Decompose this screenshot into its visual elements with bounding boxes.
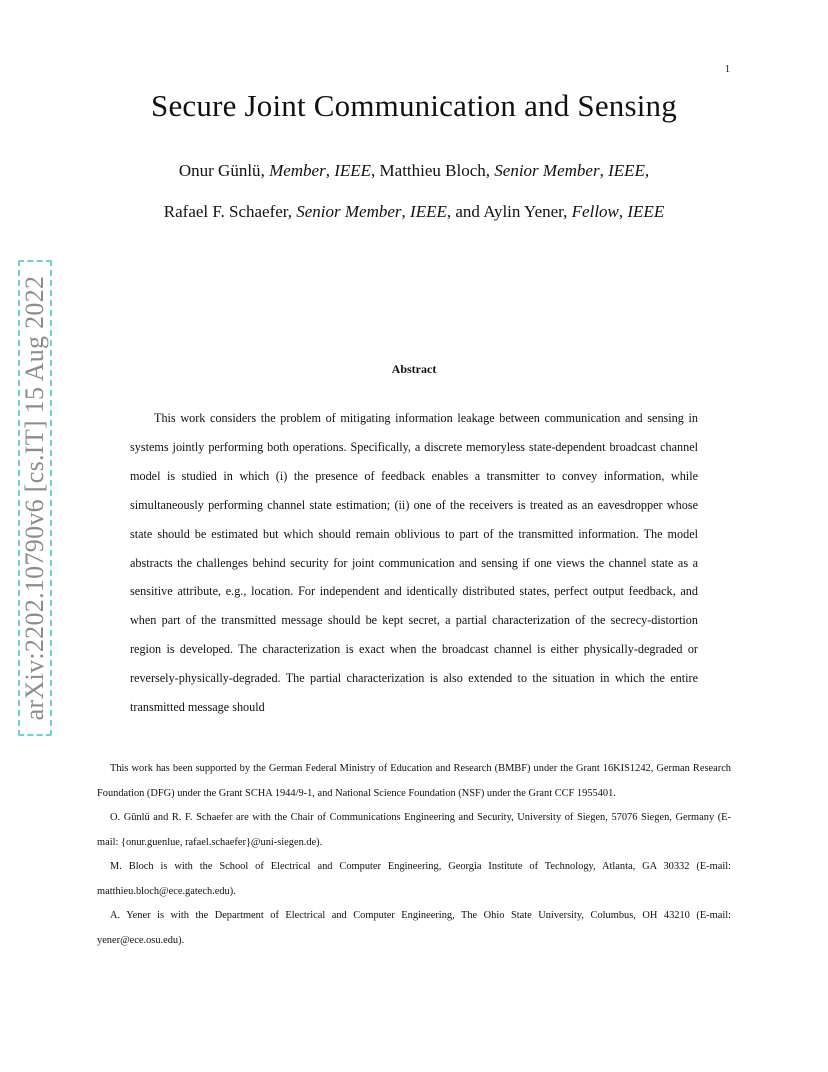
author-name: Onur Günlü	[178, 161, 261, 180]
abstract-body	[130, 404, 698, 722]
affiliation-footnote: O. Günlü and R. F. Schaefer are with the Chair of Communications Engineering and Security, University of Siegen, 57076 Siegen, Germany (E-mail: {onur.guenlue, rafael.schaefer}@uni-siegen.de).	[97, 812, 731, 848]
author-society: IEEE	[334, 161, 372, 180]
funding-footnote: This work has been supported by the German Federal Ministry of Education and Research (BMBF) under the Grant 16KIS1242, German Research Foundation (DFG) under the Grant SCHA 1944/9-1, and National Science Foundation (NSF) under the Grant CCF 1955401.	[97, 763, 731, 799]
author-line-2: Rafael F. Schaefer, Senior Member, IEEE, and Aylin Yener, Fellow, IEEE	[163, 202, 665, 221]
affiliation-footnote: A. Yener is with the Department of Electrical and Computer Engineering, The Ohio State University, Columbus, OH 43210 (E-mail: yener@ece.osu.edu).	[97, 910, 731, 946]
author-name: Aylin Yener	[483, 202, 564, 221]
author-grade: Senior Member	[296, 202, 402, 221]
affiliation-footnote: M. Bloch is with the School of Electrical and Computer Engineering, Georgia Institute of Technology, Atlanta, GA 30332 (E-mail: matthieu.bloch@ece.gatech.edu).	[97, 861, 731, 897]
author-grade: Fellow	[571, 202, 619, 221]
footnotes	[97, 757, 731, 953]
author-society: IEEE	[608, 161, 645, 180]
author-grade: Member	[269, 161, 326, 180]
abstract-text: This work considers the problem of mitigating information leakage between communication and sensing in systems jointly performing both operations. Specifically, a discrete memoryless state-dependent broadcast channel model is studied in which (i) the presence of feedback enables a transmitter to convey information, while simultaneously performing channel state estimation; (ii) one of the receivers is treated as an eavesdropper whose state should be estimated but which should remain oblivious to part of the transmitted information. The model abstracts the challenges behind security for joint communication and sensing if one views the channel state as a sensitive attribute, e.g., location. For independent and identically distributed states, perfect output feedback, and when part of the transmitted message should be kept secret, a partial characterization of the secrecy-distortion region is developed. The characterization is exact when the broadcast channel is either physically-degraded or reversely-physically-degraded. The partial characterization is also extended to the situation in which the entire transmitted message should	[130, 411, 698, 715]
author-name: Matthieu Bloch	[379, 161, 486, 180]
paper-title: Secure Joint Communication and Sensing	[151, 88, 677, 123]
author-society: IEEE	[410, 202, 447, 221]
page-number: 1	[725, 64, 730, 75]
author-line-1: Onur Günlü, Member, IEEE, Matthieu Bloch, Senior Member, IEEE,	[178, 161, 650, 180]
author-society: IEEE	[627, 202, 665, 221]
author-name: Rafael F. Schaefer	[163, 202, 288, 221]
abstract-heading: Abstract	[391, 362, 437, 376]
arxiv-identifier-stamp: arXiv:2202.10790v6 [cs.IT] 15 Aug 2022	[18, 260, 52, 736]
author-grade: Senior Member	[494, 161, 600, 180]
